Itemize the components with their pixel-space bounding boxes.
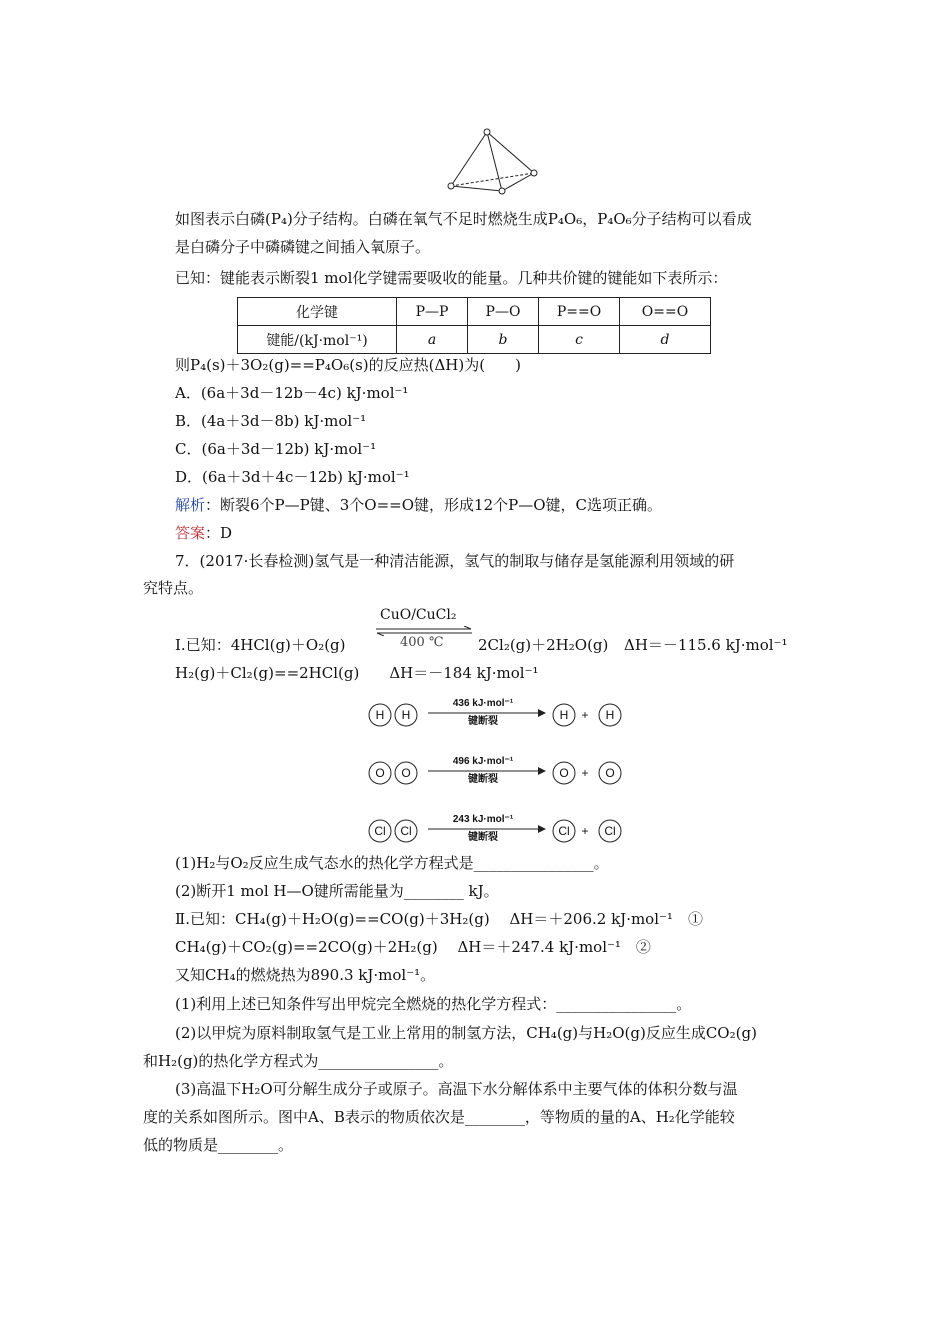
paragraph-given: 已知：键能表示断裂1 mol化学键需要吸收的能量。几种共价键的键能如下表所示： — [175, 269, 728, 287]
table-header-cell: P==O — [539, 298, 620, 326]
paragraph-intro-2: 是白磷分子中磷磷键之间插入氧原子。 — [175, 238, 431, 256]
table-cell: d — [620, 326, 711, 354]
table-row-label: 键能/(kJ·mol⁻¹) — [238, 326, 397, 354]
table-cell: c — [539, 326, 620, 354]
table-row — [238, 298, 711, 326]
option-a[interactable]: A．(6a＋3d－12b－4c) kJ·mol⁻¹ — [175, 384, 409, 402]
p4-tetrahedron-diagram — [440, 126, 550, 196]
option-b[interactable]: B．(4a＋3d－8b) kJ·mol⁻¹ — [175, 412, 367, 430]
bond-break-label: 键断裂 — [468, 716, 498, 727]
part-2-question-2-line-2: 和H₂(g)的热化学方程式为________________。 — [143, 1052, 454, 1070]
plus-sign: + — [581, 824, 589, 838]
part-2-question-3-line-2: 度的关系如图所示。图中A、B表示的物质依次是________，等物质的量的A、H₂化学能较 — [143, 1108, 735, 1126]
analysis-label: 解析 — [175, 496, 206, 514]
part-2-equation-1: Ⅱ.已知：CH₄(g)＋H₂O(g)==CO(g)＋3H₂(g) ΔH＝＋206.2 kJ·mol⁻¹ ① — [175, 910, 703, 928]
atom-label: H — [375, 708, 385, 722]
atom-label: H — [605, 708, 615, 722]
table-cell: a — [397, 326, 468, 354]
question-7-line-2: 究特点。 — [143, 579, 204, 597]
bond-break-label: 键断裂 — [468, 774, 498, 785]
answer-line — [175, 523, 232, 543]
table-header-cell: P—O — [468, 298, 539, 326]
atom-label: O — [605, 766, 615, 780]
bond-energy-label: 496 kJ·mol⁻¹ — [452, 756, 514, 767]
question-7-2: (2)断开1 mol H—O键所需能量为________ kJ。 — [175, 882, 499, 900]
reaction-2: H₂(g)＋Cl₂(g)==2HCl(g) ΔH＝－184 kJ·mol⁻¹ — [175, 664, 539, 682]
atom-label: O — [559, 766, 569, 780]
table-header-cell: 化学键 — [238, 298, 397, 326]
table-row — [238, 326, 711, 354]
question-7-1: (1)H₂与O₂反应生成气态水的热化学方程式是________________。 — [175, 854, 609, 872]
bond-energy-label: 243 kJ·mol⁻¹ — [452, 814, 514, 825]
atom-label: Cl — [400, 824, 412, 838]
bond-energy-label: 436 kJ·mol⁻¹ — [452, 698, 514, 709]
atom-label: Cl — [558, 824, 570, 838]
option-d[interactable]: D．(6a＋3d＋4c－12b) kJ·mol⁻¹ — [175, 468, 410, 486]
reaction-1-catalyst: CuO/CuCl₂ — [380, 607, 457, 623]
option-c[interactable]: C．(6a＋3d－12b) kJ·mol⁻¹ — [175, 440, 377, 458]
paragraph-intro-1: 如图表示白磷(P₄)分子结构。白磷在氧气不足时燃烧生成P₄O₆，P₄O₆分子结构可以看成 — [175, 210, 752, 228]
part-2-question-1: (1)利用上述已知条件写出甲烷完全燃烧的热化学方程式：________________。 — [175, 995, 692, 1013]
part-2-equation-2: CH₄(g)＋CO₂(g)==2CO(g)＋2H₂(g) ΔH＝＋247.4 kJ·mol⁻¹ ② — [175, 938, 651, 956]
reaction-1-products: 2Cl₂(g)＋2H₂O(g) — [478, 636, 609, 654]
atom-label: Cl — [604, 824, 616, 838]
part-2-question-2-line-1: (2)以甲烷为原料制取氢气是工业上常用的制氢方法，CH₄(g)与H₂O(g)反应生成CO₂(g) — [175, 1024, 757, 1042]
atom-label: O — [375, 766, 385, 780]
atom-label: Cl — [374, 824, 386, 838]
bond-break-label: 键断裂 — [468, 832, 498, 843]
question-6-stem: 则P₄(s)＋3O₂(g)==P₄O₆(s)的反应热(ΔH)为( ) — [175, 356, 521, 374]
analysis-text: ：断裂6个P—P键、3个O==O键，形成12个P—O键，C选项正确。 — [205, 496, 662, 514]
plus-sign: + — [581, 766, 589, 780]
table-header-cell: P—P — [397, 298, 468, 326]
part-2-combustion: 又知CH₄的燃烧热为890.3 kJ·mol⁻¹。 — [175, 966, 436, 984]
part-2-question-3-line-3: 低的物质是________。 — [143, 1136, 294, 1154]
plus-sign: + — [581, 708, 589, 722]
atom-label: O — [401, 766, 411, 780]
reaction-1-enthalpy: ΔH＝－115.6 kJ·mol⁻¹ — [624, 636, 788, 654]
reaction-1-reactants: Ⅰ.已知：4HCl(g)＋O₂(g) — [175, 636, 346, 654]
table-cell: b — [468, 326, 539, 354]
atom-label: H — [559, 708, 569, 722]
part-2-question-3-line-1: (3)高温下H₂O可分解生成分子或原子。高温下水分解体系中主要气体的体积分数与温 — [175, 1080, 738, 1098]
bond-energy-table — [237, 297, 711, 354]
question-7-line-1: 7．(2017·长春检测)氢气是一种清洁能源，氢气的制取与储存是氢能源利用领域的研 — [175, 552, 735, 570]
answer-label: 答案 — [175, 524, 206, 542]
table-header-cell: O==O — [620, 298, 711, 326]
answer-text: ：D — [205, 524, 233, 542]
reaction-1-temperature: 400 ℃ — [400, 635, 444, 650]
analysis-line — [175, 495, 662, 515]
atom-label: H — [401, 708, 411, 722]
